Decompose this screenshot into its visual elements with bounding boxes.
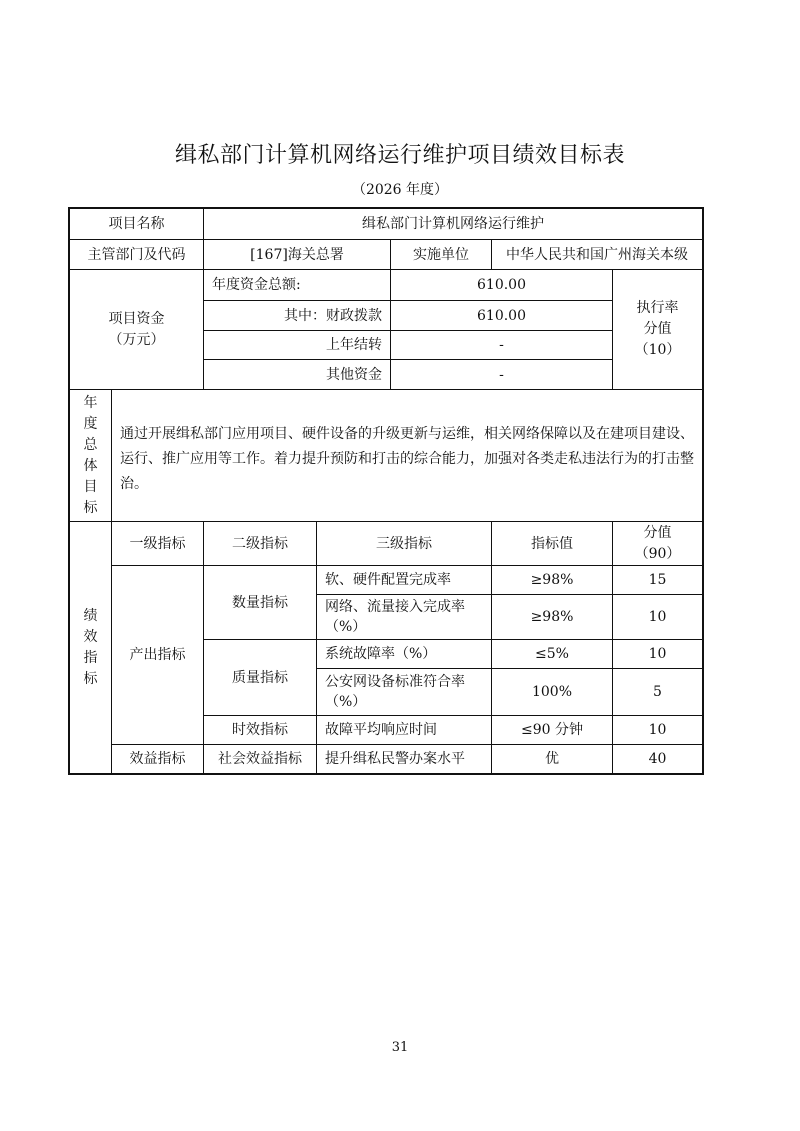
annual-goal-char: 体 bbox=[83, 457, 98, 474]
project-name-label: 项目名称 bbox=[108, 216, 165, 232]
indicator-row-name: 故障平均响应时间 bbox=[325, 722, 437, 738]
indicator-row-value: 100% bbox=[531, 684, 573, 700]
social-benefit-indicator-label: 社会效益指标 bbox=[218, 751, 302, 767]
indicator-row-score: 40 bbox=[648, 751, 667, 767]
indicators-char: 指 bbox=[83, 649, 98, 666]
header-level1: 一级指标 bbox=[129, 535, 186, 552]
funds-total-label: 年度资金总额: bbox=[212, 277, 301, 293]
funds-other-value: - bbox=[499, 366, 504, 383]
funds-other-label: 其他资金 bbox=[326, 366, 382, 383]
project-funds-label-line1: 项目资金 bbox=[108, 310, 165, 327]
department-value: [167]海关总署 bbox=[250, 246, 344, 263]
indicator-row-score: 5 bbox=[653, 684, 662, 700]
header-level3: 三级指标 bbox=[376, 535, 432, 552]
funds-carryover-value: - bbox=[499, 337, 504, 353]
indicator-row-value: ≥98% bbox=[530, 572, 574, 588]
timeliness-indicator-label: 时效指标 bbox=[232, 722, 288, 738]
indicator-row-value: ≤5% bbox=[535, 646, 569, 662]
indicators-char: 效 bbox=[83, 628, 98, 645]
project-name-value: 缉私部门计算机网络运行维护 bbox=[362, 216, 544, 232]
indicator-row-name: 系统故障率（%） bbox=[325, 646, 437, 662]
indicator-row-name: 公安网设备标准符合率（%） bbox=[325, 674, 465, 710]
page-number: 31 bbox=[391, 1040, 409, 1055]
funds-total-value: 610.00 bbox=[477, 277, 526, 293]
project-funds-label-line2: （万元） bbox=[108, 331, 165, 348]
indicators-char: 绩 bbox=[83, 607, 98, 624]
header-score-line1: 分值 bbox=[643, 524, 672, 541]
indicator-row-score: 10 bbox=[648, 609, 667, 625]
annual-goal-char: 标 bbox=[83, 499, 98, 516]
page-title: 缉私部门计算机网络运行维护项目绩效目标表 bbox=[174, 143, 625, 168]
performance-table bbox=[68, 207, 704, 775]
indicator-row-value: ≤90 分钟 bbox=[521, 722, 583, 738]
header-value: 指标值 bbox=[531, 535, 573, 552]
department-label: 主管部门及代码 bbox=[87, 246, 186, 263]
quantity-indicator-label: 数量指标 bbox=[232, 594, 288, 611]
annual-goal-char: 总 bbox=[83, 436, 98, 453]
execution-rate-line2: 分值 bbox=[643, 321, 672, 337]
indicator-row-score: 10 bbox=[648, 646, 667, 662]
benefit-indicator-label: 效益指标 bbox=[129, 751, 186, 767]
funds-fiscal-label: 其中：财政拨款 bbox=[284, 307, 382, 324]
annual-goal-char: 目 bbox=[83, 478, 98, 495]
indicator-row-name: 提升缉私民警办案水平 bbox=[325, 751, 465, 767]
execution-rate-line3: （10） bbox=[634, 342, 681, 358]
output-indicator-label: 产出指标 bbox=[129, 647, 186, 663]
implementing-unit-value: 中华人民共和国广州海关本级 bbox=[506, 246, 688, 263]
annual-goal-text: 通过开展缉私部门应用项目、硬件设备的升级更新与运维，相关网络保障以及在建项目建设、运行、推广应用等工作。着力提升预防和打击的综合能力，加强对各类走私违法行为的打击整治。 bbox=[120, 426, 694, 492]
project-funds-label bbox=[70, 270, 203, 389]
header-score-line2: （90） bbox=[634, 545, 681, 562]
header-score bbox=[613, 522, 702, 565]
indicator-row-value: ≥98% bbox=[530, 609, 574, 625]
indicator-row-name: 软、硬件配置完成率 bbox=[325, 572, 451, 588]
quality-indicator-label: 质量指标 bbox=[232, 669, 288, 686]
annual-goal-char: 年 bbox=[83, 394, 98, 411]
annual-goal-label bbox=[70, 390, 111, 521]
indicator-row-score: 10 bbox=[648, 722, 667, 738]
implementing-unit-label: 实施单位 bbox=[413, 246, 469, 263]
performance-indicators-label bbox=[70, 522, 111, 773]
indicator-row-score: 15 bbox=[648, 572, 667, 588]
annual-goal-char: 度 bbox=[83, 415, 98, 432]
execution-rate-line1: 执行率 bbox=[636, 300, 679, 316]
execution-rate-score bbox=[613, 270, 702, 389]
page-subtitle: （2026 年度） bbox=[351, 182, 449, 198]
indicator-row-name: 网络、流量接入完成率（%） bbox=[325, 599, 465, 635]
indicator-row-value: 优 bbox=[545, 751, 559, 767]
indicators-char: 标 bbox=[83, 670, 98, 687]
funds-fiscal-value: 610.00 bbox=[477, 307, 526, 324]
header-level2: 二级指标 bbox=[232, 535, 288, 552]
funds-carryover-label: 上年结转 bbox=[326, 337, 382, 353]
